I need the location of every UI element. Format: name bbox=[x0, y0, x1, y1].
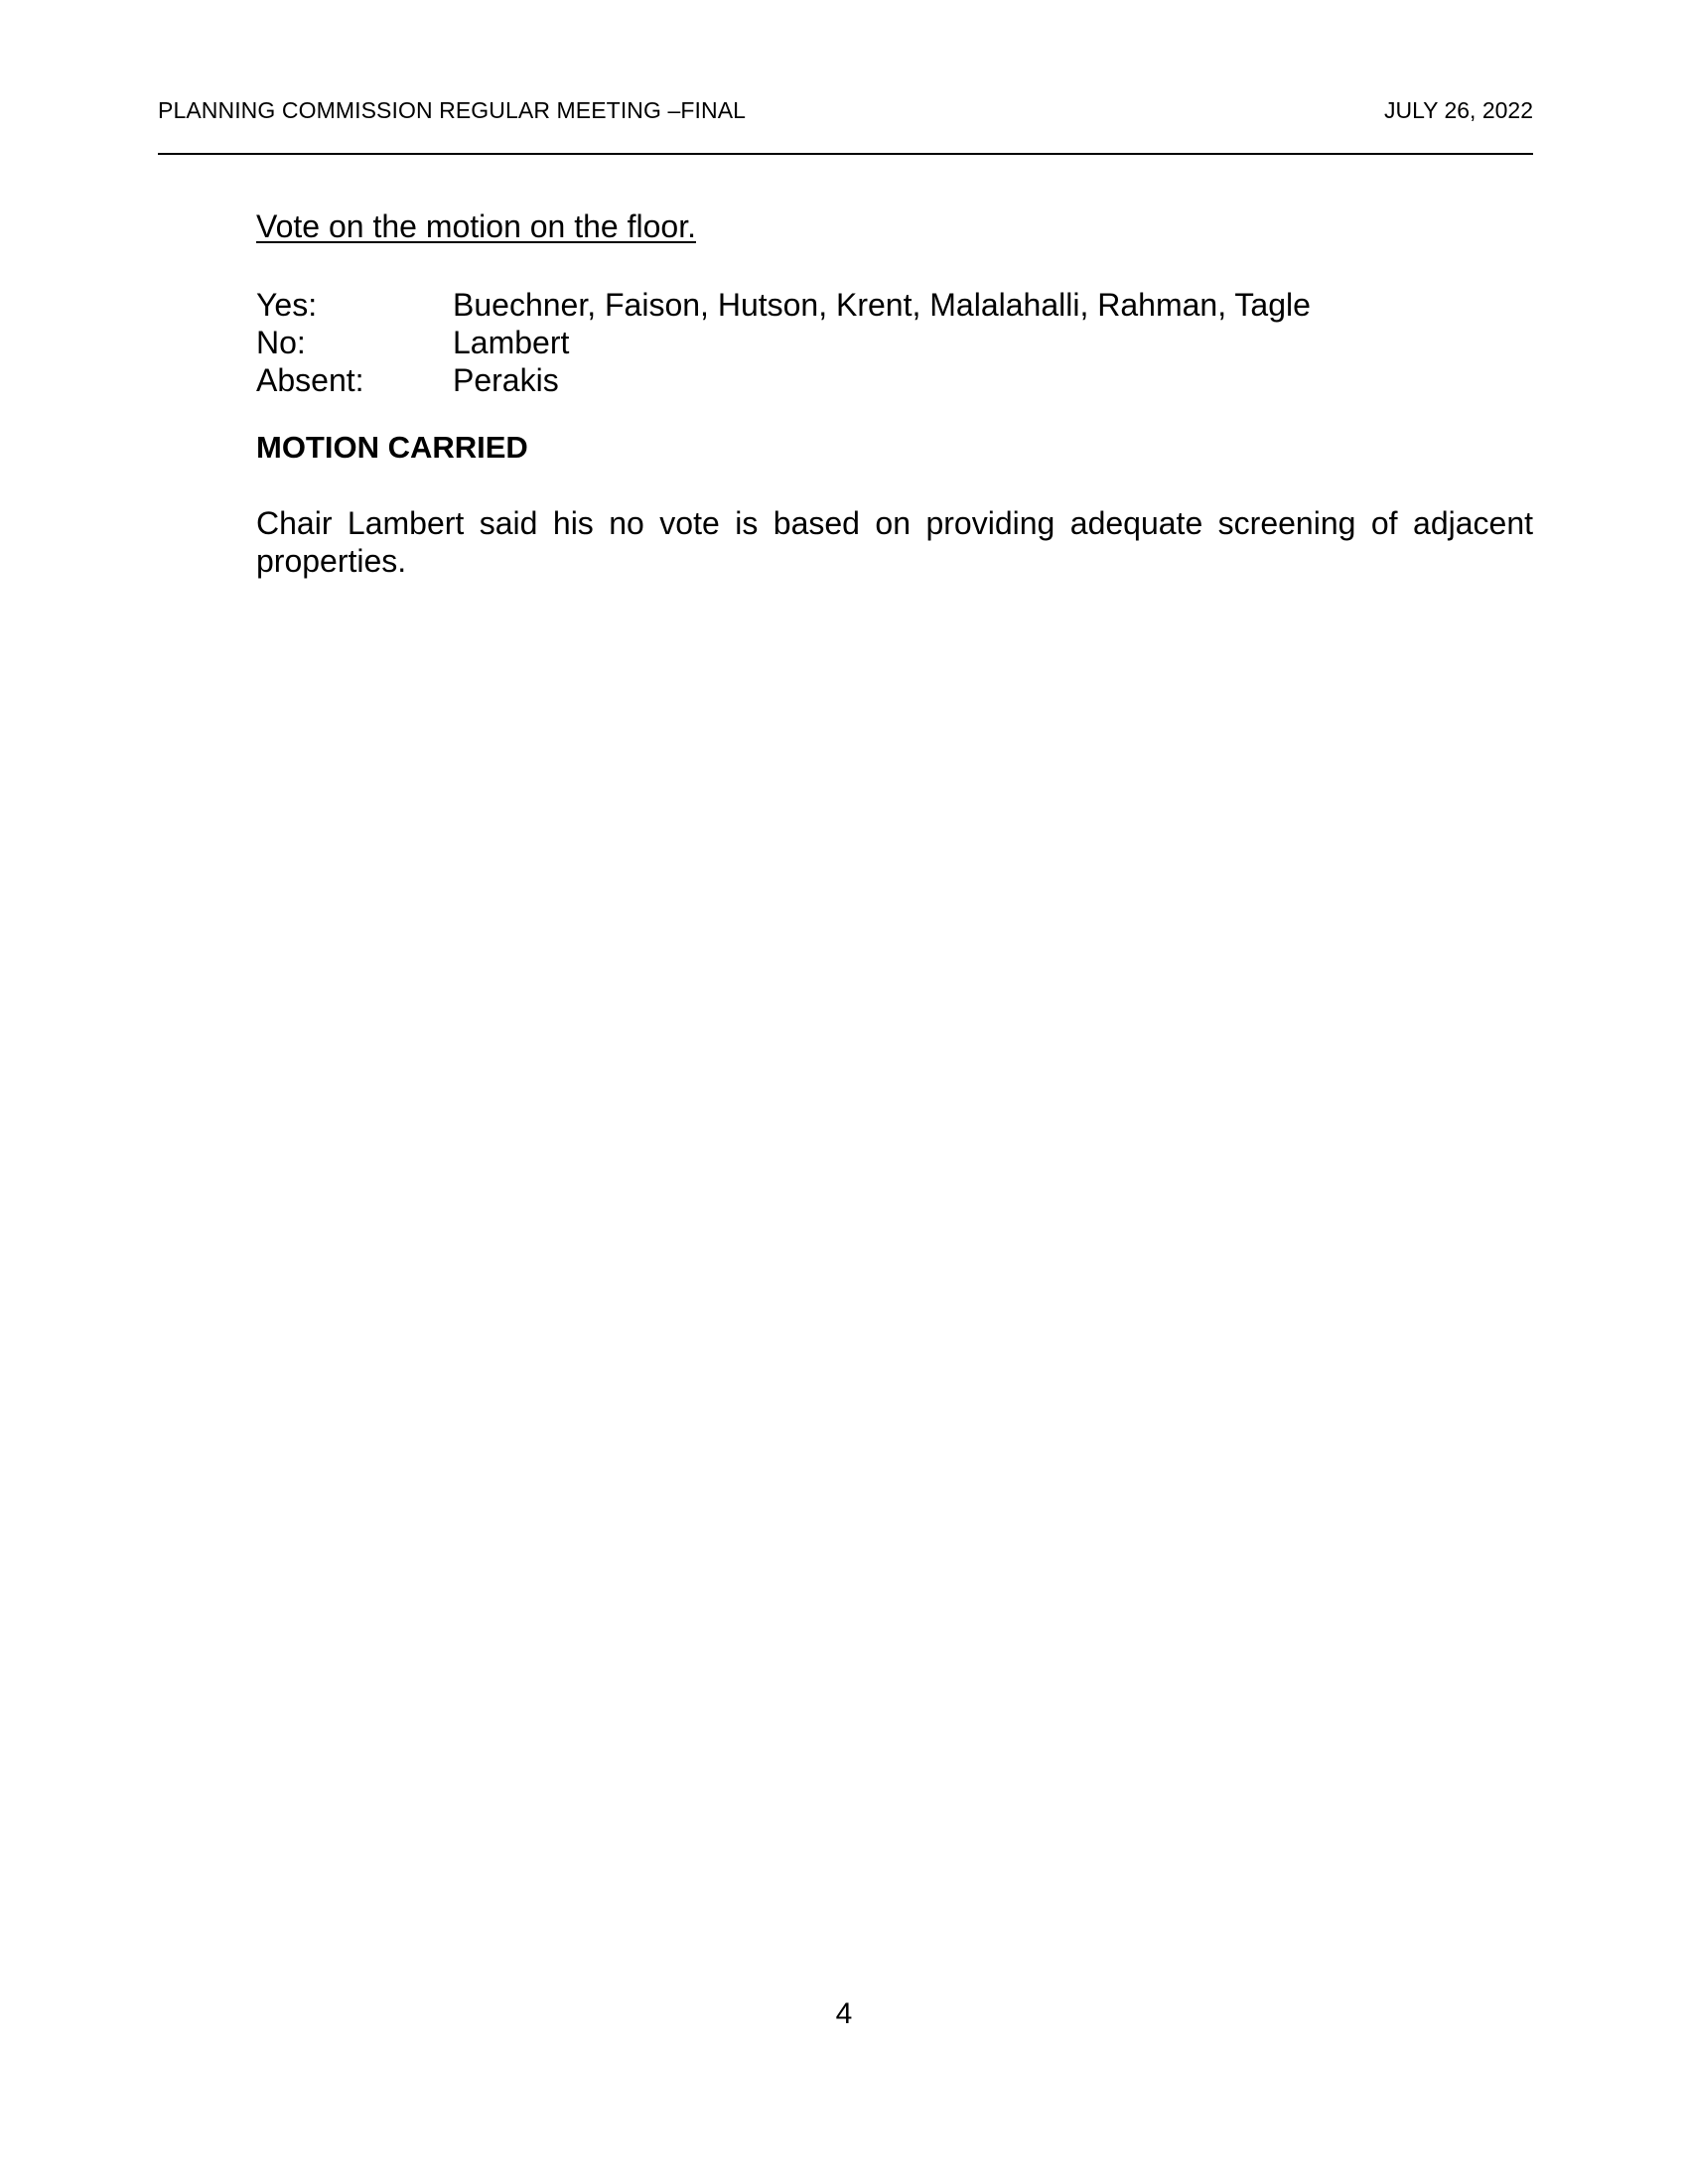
header-title: PLANNING COMMISSION REGULAR MEETING –FINAL bbox=[158, 97, 747, 123]
vote-label: Absent: bbox=[256, 362, 364, 398]
vote-names: Buechner, Faison, Hutson, Krent, Malalahalli, Rahman, Tagle bbox=[453, 287, 1311, 323]
vote-names: Perakis bbox=[453, 362, 559, 398]
vote-label: No: bbox=[256, 325, 306, 360]
vote-label: Yes: bbox=[256, 287, 318, 323]
vote-heading: Vote on the motion on the floor. bbox=[256, 208, 696, 244]
vote-names: Lambert bbox=[453, 325, 570, 360]
header-date: JULY 26, 2022 bbox=[1383, 97, 1533, 123]
page-number: 4 bbox=[835, 1997, 853, 2030]
remark-paragraph: Chair Lambert said his no vote is based on providing adequate screening of adjacent properties. bbox=[256, 505, 1533, 579]
page-header bbox=[158, 95, 1533, 155]
motion-result: MOTION CARRIED bbox=[256, 430, 528, 465]
